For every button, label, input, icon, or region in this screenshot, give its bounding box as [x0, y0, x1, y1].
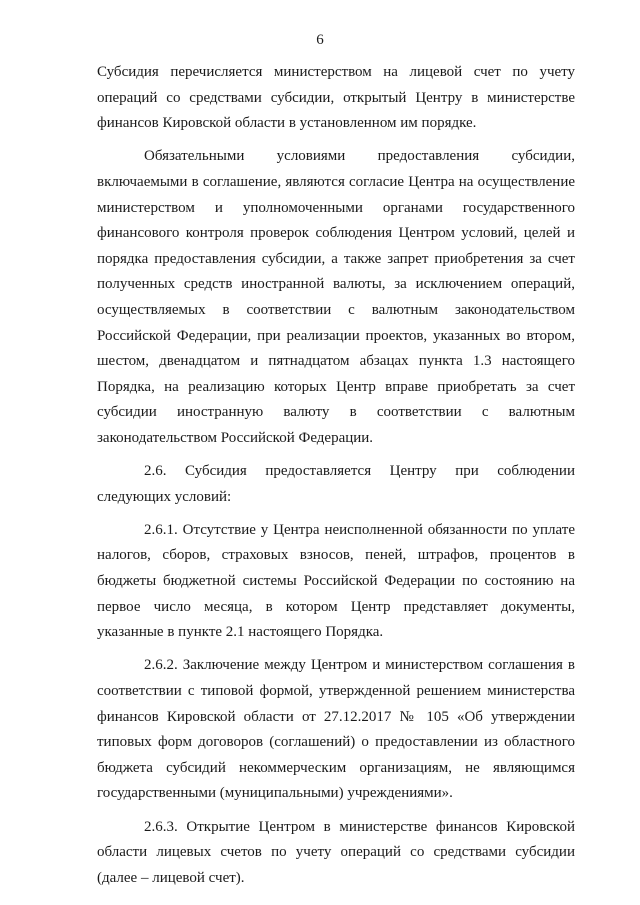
paragraph-2-6-3: 2.6.3. Открытие Центром в министерстве финансов Кировской области лицевых счетов по учету операций со средствами субсидии (далее – лицевой счет). [97, 818, 575, 886]
document-body [97, 60, 575, 899]
paragraph-mandatory-conditions: Обязательными условиями предоставления субсидии, включаемыми в соглашение, являются согласие Центра на осуществление министерством и уполномоченными органами государственного финансового контроля проверок соблюдения Центром условий, целей и порядка предоставления субсидии, а также запрет приобретения за счет полученных средств иностранной валюты, за исключением операций, осуществляемых в соответствии с валютным законодательством Российской Федерации, при реализации проектов, указанных во втором, шестом, двенадцатом и пятнадцатом абзацах пункта 1.3 настоящего Порядка, на реализацию которых Центр вправе приобретать за счет субсидии иностранную валюту в соответствии с валютным законодательством Российской Федерации. [97, 148, 575, 446]
paragraph-subsidy-transfer: Субсидия перечисляется министерством на лицевой счет по учету операций со средствами субсидии, открытый Центру в министерстве финансов Кировской области в установленном им порядке. [97, 64, 575, 132]
paragraph-2-6: 2.6. Субсидия предоставляется Центру при соблюдении следующих условий: [97, 463, 575, 505]
page-number: 6 [316, 32, 324, 48]
paragraph-2-6-1: 2.6.1. Отсутствие у Центра неисполненной обязанности по уплате налогов, сборов, страховых взносов, пеней, штрафов, процентов в бюджеты бюджетной системы Российской Федерации по состоянию на первое число месяца, в котором Центр представляет документы, указанные в пункте 2.1 настоящего Порядка. [97, 521, 575, 641]
paragraph-2-6-2: 2.6.2. Заключение между Центром и министерством соглашения в соответствии с типовой формой, утвержденной решением министерства финансов Кировской области от 27.12.2017 № 105 «Об утверждении типовых форм договоров (соглашений) о предоставлении из областного бюджета субсидий некоммерческим организациям, не являющимся государственными (муниципальными) учреждениями». [97, 657, 575, 802]
